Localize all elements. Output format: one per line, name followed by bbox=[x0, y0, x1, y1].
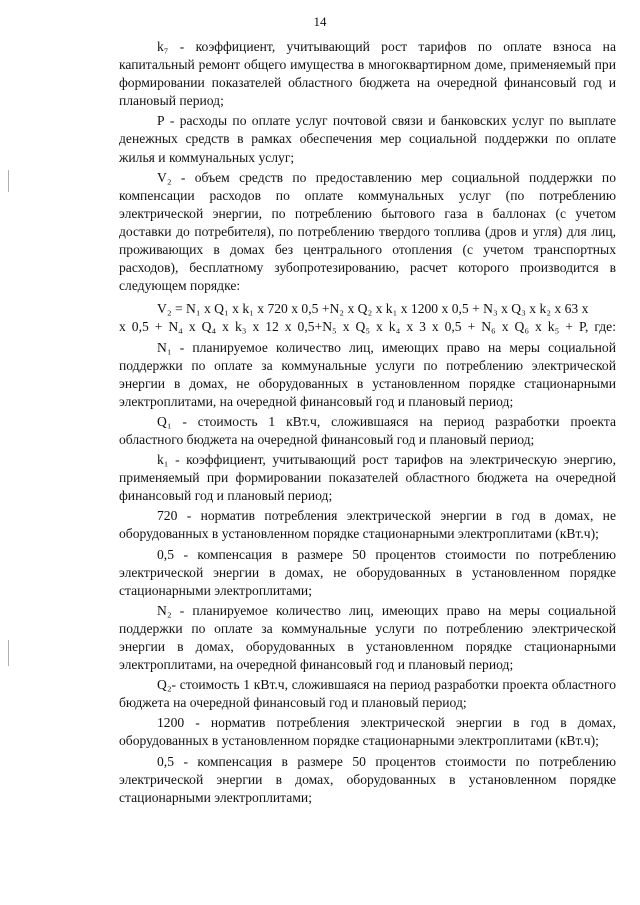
definition-0-5-b: 0,5 - компенсация в размере 50 процентов стоимости по потреблению электрической энергии в домах, оборудованных в установленном порядке стационарными электроплитами; bbox=[119, 753, 616, 805]
paragraph-p: Р - расходы по оплате услуг почтовой связи и банковских услуг по выплате денежных средств в рамках обеспечения мер социальной поддержки по оплате жилья и коммунальных услуг; bbox=[119, 113, 616, 165]
document-body bbox=[119, 38, 616, 807]
definition-n1: N₁ - планируемое количество лиц, имеющих право на меры социальной поддержки по оплате за коммунальные услуги по потреблению электрической энергии в домах, не оборудованных в установленном порядке стационарными электроплитами, на очередной финансовый год и плановый период; bbox=[119, 339, 616, 409]
definition-k1: k₁ - коэффициент, учитывающий рост тарифов на электрическую энергию, применяемый при формировании показателей областного бюджета на очередной финансовый год и плановый период; bbox=[119, 452, 616, 504]
formula-v2 bbox=[119, 300, 616, 336]
definition-0-5-a: 0,5 - компенсация в размере 50 процентов стоимости по потреблению электрической энергии в домах, не оборудованных в установленном порядке стационарными электроплитами; bbox=[119, 546, 616, 598]
formula-line-2: x 0,5 + N₄ x Q₄ x k₃ x 12 x 0,5+N₅ x Q₅ x k₄ x 3 x 0,5 + N₆ x Q₆ x k₅ + P, где: bbox=[119, 319, 616, 335]
definition-n2: N₂ - планируемое количество лиц, имеющих право на меры социальной поддержки по оплате за коммунальные услуги по потреблению электрической энергии в домах, оборудованных в установленном порядке стационарными электроплитами, на очередной финансовый год и плановый период; bbox=[119, 602, 616, 673]
definition-720: 720 - норматив потребления электрической энергии в год в домах, не оборудованных в установленном порядке стационарными электроплитами (кВт.ч); bbox=[119, 508, 616, 542]
formula-line-1: V₂ = N₁ x Q₁ x k₁ x 720 x 0,5 +N₂ x Q₂ x k₁ x 1200 x 0,5 + N₃ x Q₃ x k₂ x 63 x bbox=[157, 301, 589, 317]
paragraph-v2: V₂ - объем средств по предоставлению мер социальной поддержки по компенсации расходов по оплате коммунальных услуг (по потреблению электрической энергии, по потреблению бытового газа в баллонах (с учетом доставки до потребителя), по потреблению твердого топлива (дров и угля) для лиц, проживающих в домах без центрального отопления (с учетом транспортных расходов), бесплатному зубопротезированию, расчет которого производится в следующем порядке: bbox=[119, 169, 616, 294]
paragraph-k7: k₇ - коэффициент, учитывающий рост тарифов по оплате взноса на капитальный ремонт общего имущества в многоквартирном доме, применяемый при формировании показателей областного бюджета на очередной финансовый год и плановый период; bbox=[119, 39, 616, 109]
scan-margin-mark bbox=[8, 170, 9, 192]
scan-margin-mark bbox=[8, 640, 9, 666]
page-number: 14 bbox=[313, 14, 327, 29]
definition-q1: Q₁ - стоимость 1 кВт.ч, сложившаяся на период разработки проекта областного бюджета на очередной финансовый год и плановый период; bbox=[119, 413, 616, 447]
definition-1200: 1200 - норматив потребления электрической энергии в год в домах, оборудованных в установленном порядке стационарными электроплитами (кВт.ч); bbox=[119, 715, 616, 749]
definition-q2: Q₂- стоимость 1 кВт.ч, сложившаяся на период разработки проекта областного бюджета на очередной финансовый год и плановый период; bbox=[119, 677, 616, 711]
